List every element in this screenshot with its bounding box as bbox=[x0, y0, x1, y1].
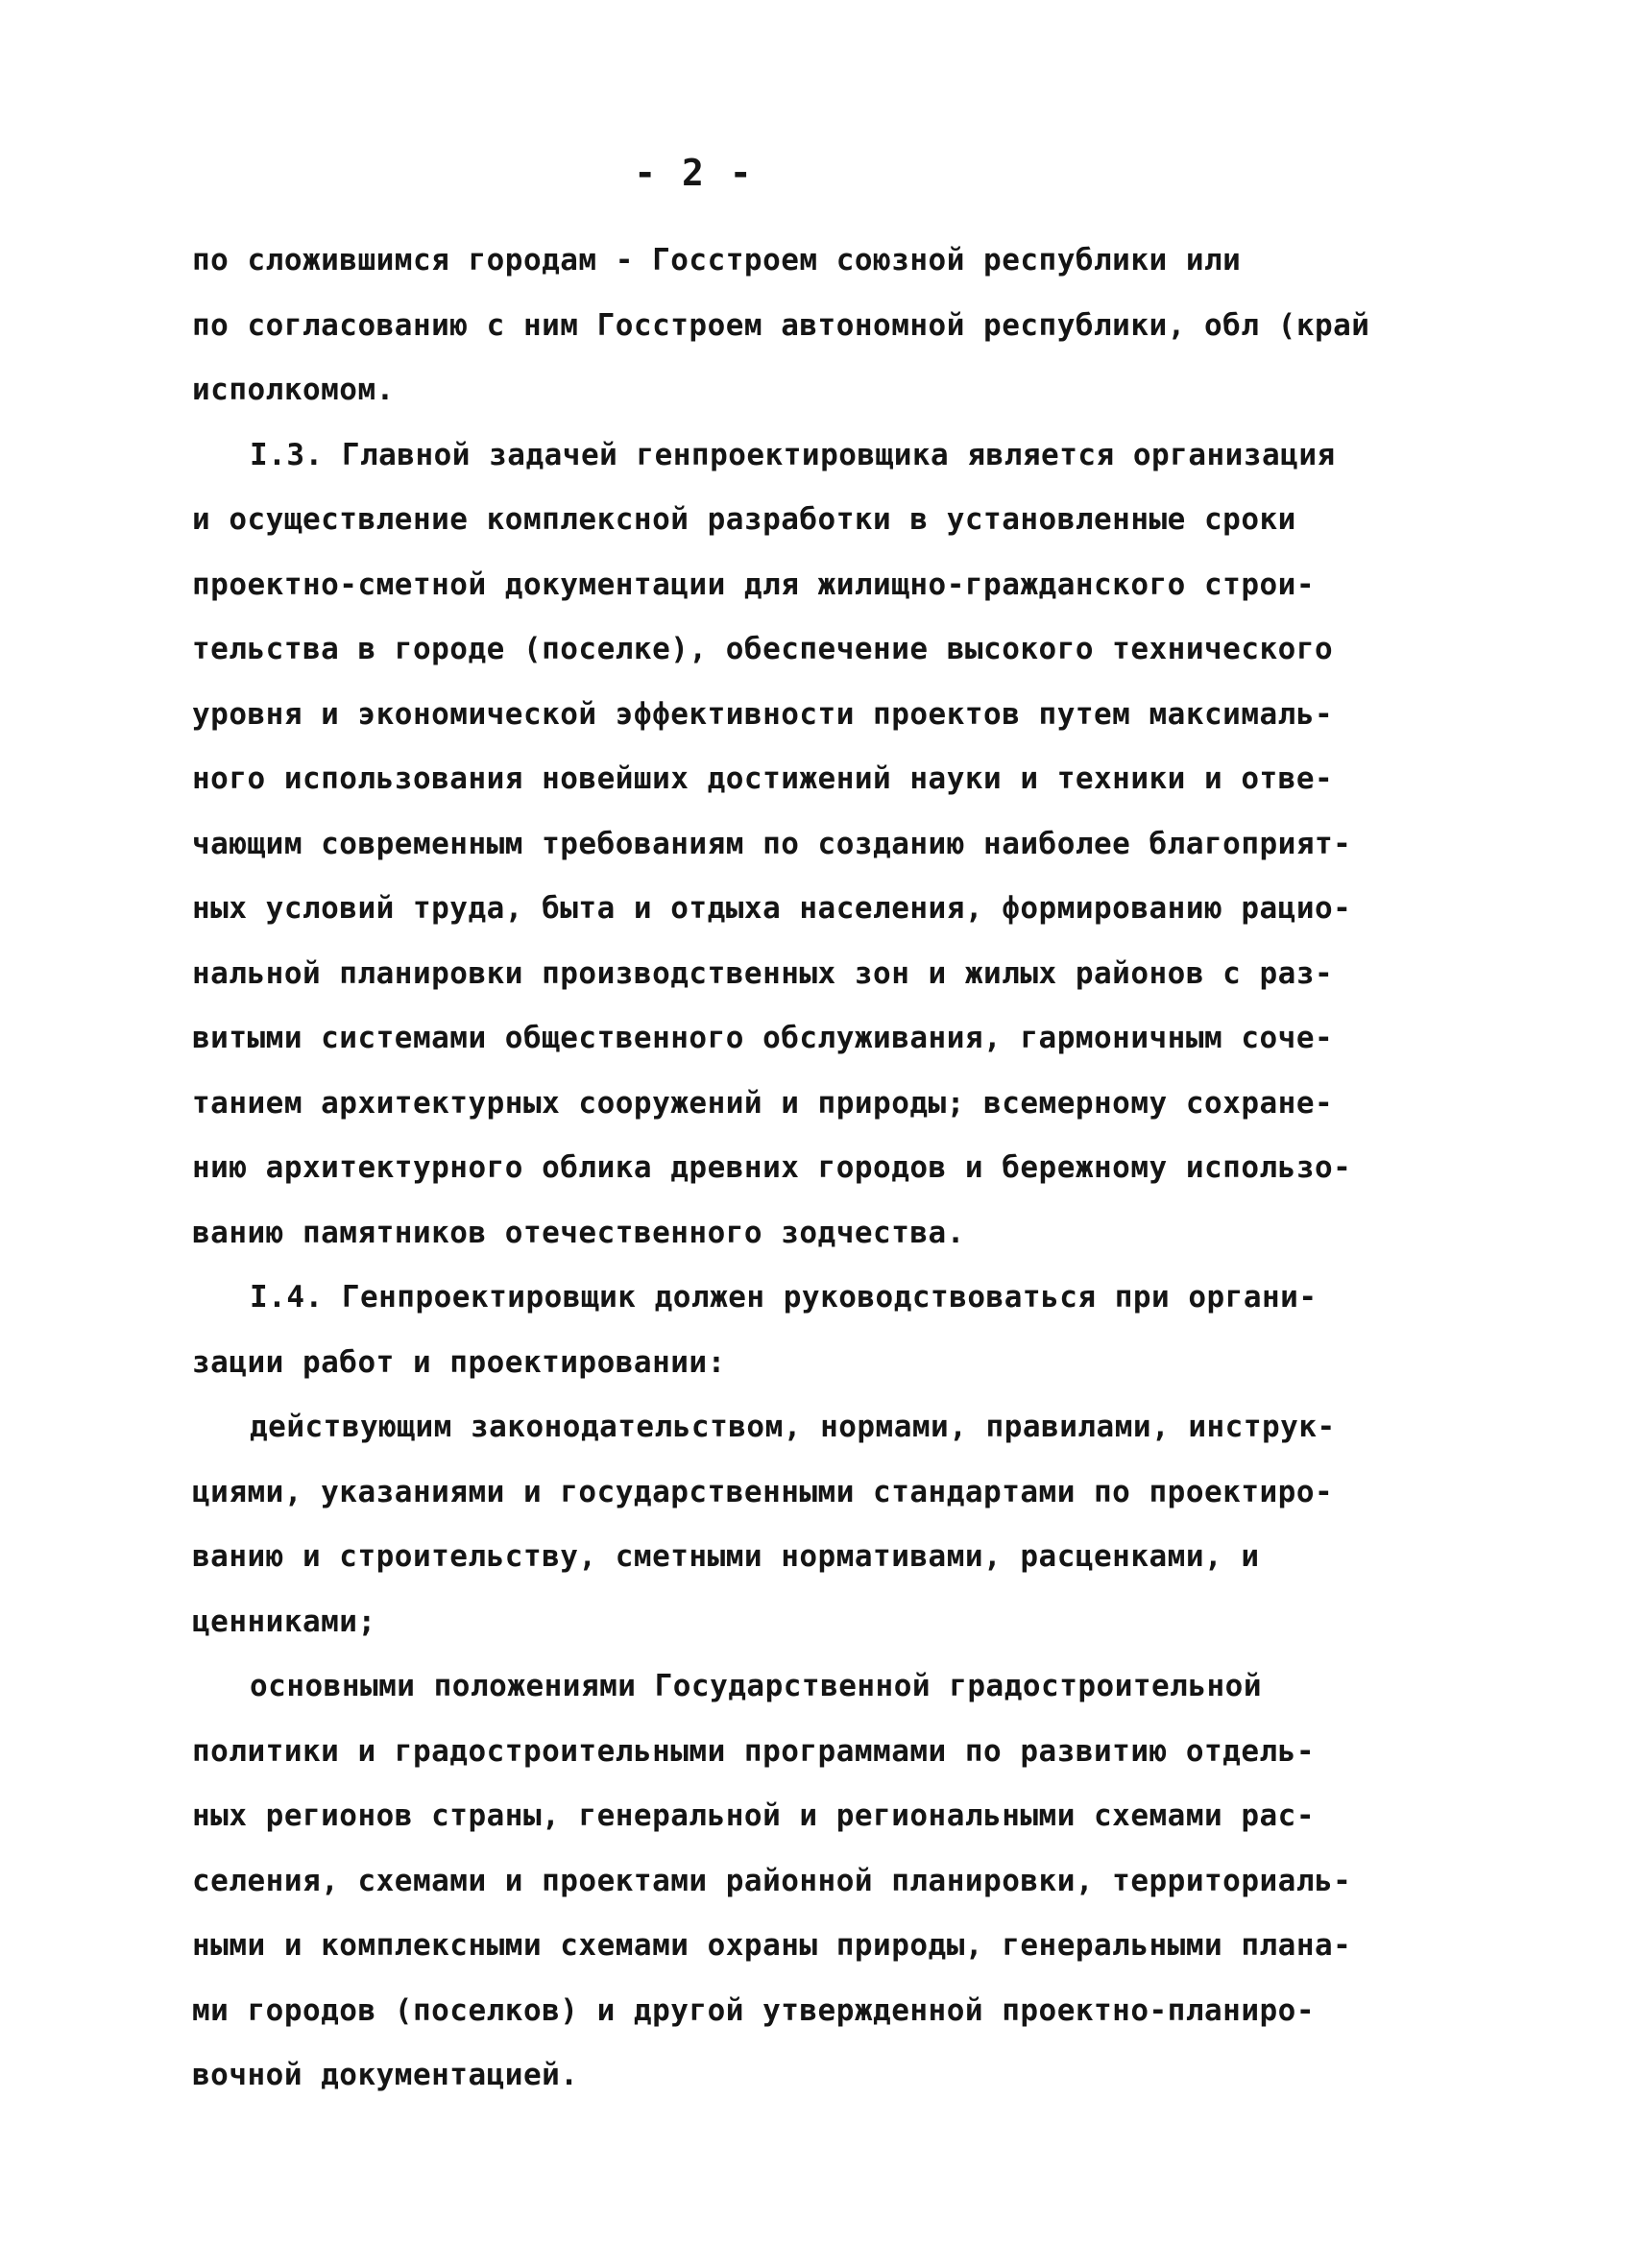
text-line: танием архитектурных сооружений и природы; всемерному сохране- bbox=[192, 1085, 1334, 1121]
page-number: - 2 - bbox=[634, 152, 754, 194]
text-line: и осуществление комплексной разработки в установленные сроки bbox=[192, 502, 1296, 537]
text-line: тельства в городе (поселке), обеспечение высокого технического bbox=[192, 632, 1334, 666]
text-line: проектно-сметной документации для жилищно-гражданского строи- bbox=[192, 567, 1315, 602]
text-line: ных регионов страны, генеральной и региональными схемами рас- bbox=[192, 1798, 1315, 1833]
text-line: исполкомом. bbox=[192, 373, 395, 407]
text-line: по сложившимся городам - Госстроем союзной республики или bbox=[192, 243, 1242, 277]
text-line: циями, указаниями и государственными стандартами по проектиро- bbox=[192, 1474, 1334, 1509]
text-line: по согласованию с ним Госстроем автономной республики, обл (край bbox=[192, 307, 1370, 343]
text-line: ценниками; bbox=[192, 1604, 376, 1639]
text-line: нию архитектурного облика древних городов и бережному использо- bbox=[192, 1150, 1352, 1185]
paragraph-1-3-start: I.3. Главной задачей генпроектировщика является организация bbox=[250, 437, 1336, 472]
text-line: ного использования новейших достижений науки и техники и отве- bbox=[192, 761, 1334, 796]
text-line: чающим современным требованиям по созданию наиболее благоприят- bbox=[192, 826, 1352, 861]
text-line: селения, схемами и проектами районной планировки, территориаль- bbox=[192, 1863, 1352, 1898]
text-line: нальной планировки производственных зон и жилых районов с раз- bbox=[192, 955, 1334, 991]
text-line: ванию памятников отечественного зодчества. bbox=[192, 1215, 965, 1250]
text-line: ми городов (поселков) и другой утвержденной проектно-планиро- bbox=[192, 1992, 1315, 2028]
text-line: ных условий труда, быта и отдыха населения, формированию рацио- bbox=[192, 891, 1352, 926]
text-line: политики и градостроительными программами по развитию отдель- bbox=[192, 1733, 1315, 1769]
paragraph-1-4-start: I.4. Генпроектировщик должен руководствоваться при органи- bbox=[250, 1280, 1318, 1315]
text-line: зации работ и проектировании: bbox=[192, 1344, 726, 1380]
list-item-legislation: действующим законодательством, нормами, правилами, инструк- bbox=[250, 1410, 1336, 1444]
text-line: ными и комплексными схемами охраны природы, генеральными плана- bbox=[192, 1928, 1352, 1963]
body-text bbox=[192, 229, 1479, 2109]
text-line: витыми системами общественного обслуживания, гармоничным соче- bbox=[192, 1021, 1334, 1055]
text-line: вочной документацией. bbox=[192, 2058, 579, 2092]
list-item-provisions: основными положениями Государственной градостроительной bbox=[250, 1669, 1262, 1703]
text-line: уровня и экономической эффективности проектов путем максималь- bbox=[192, 696, 1334, 732]
text-line: ванию и строительству, сметными нормативами, расценками, и bbox=[192, 1539, 1260, 1574]
